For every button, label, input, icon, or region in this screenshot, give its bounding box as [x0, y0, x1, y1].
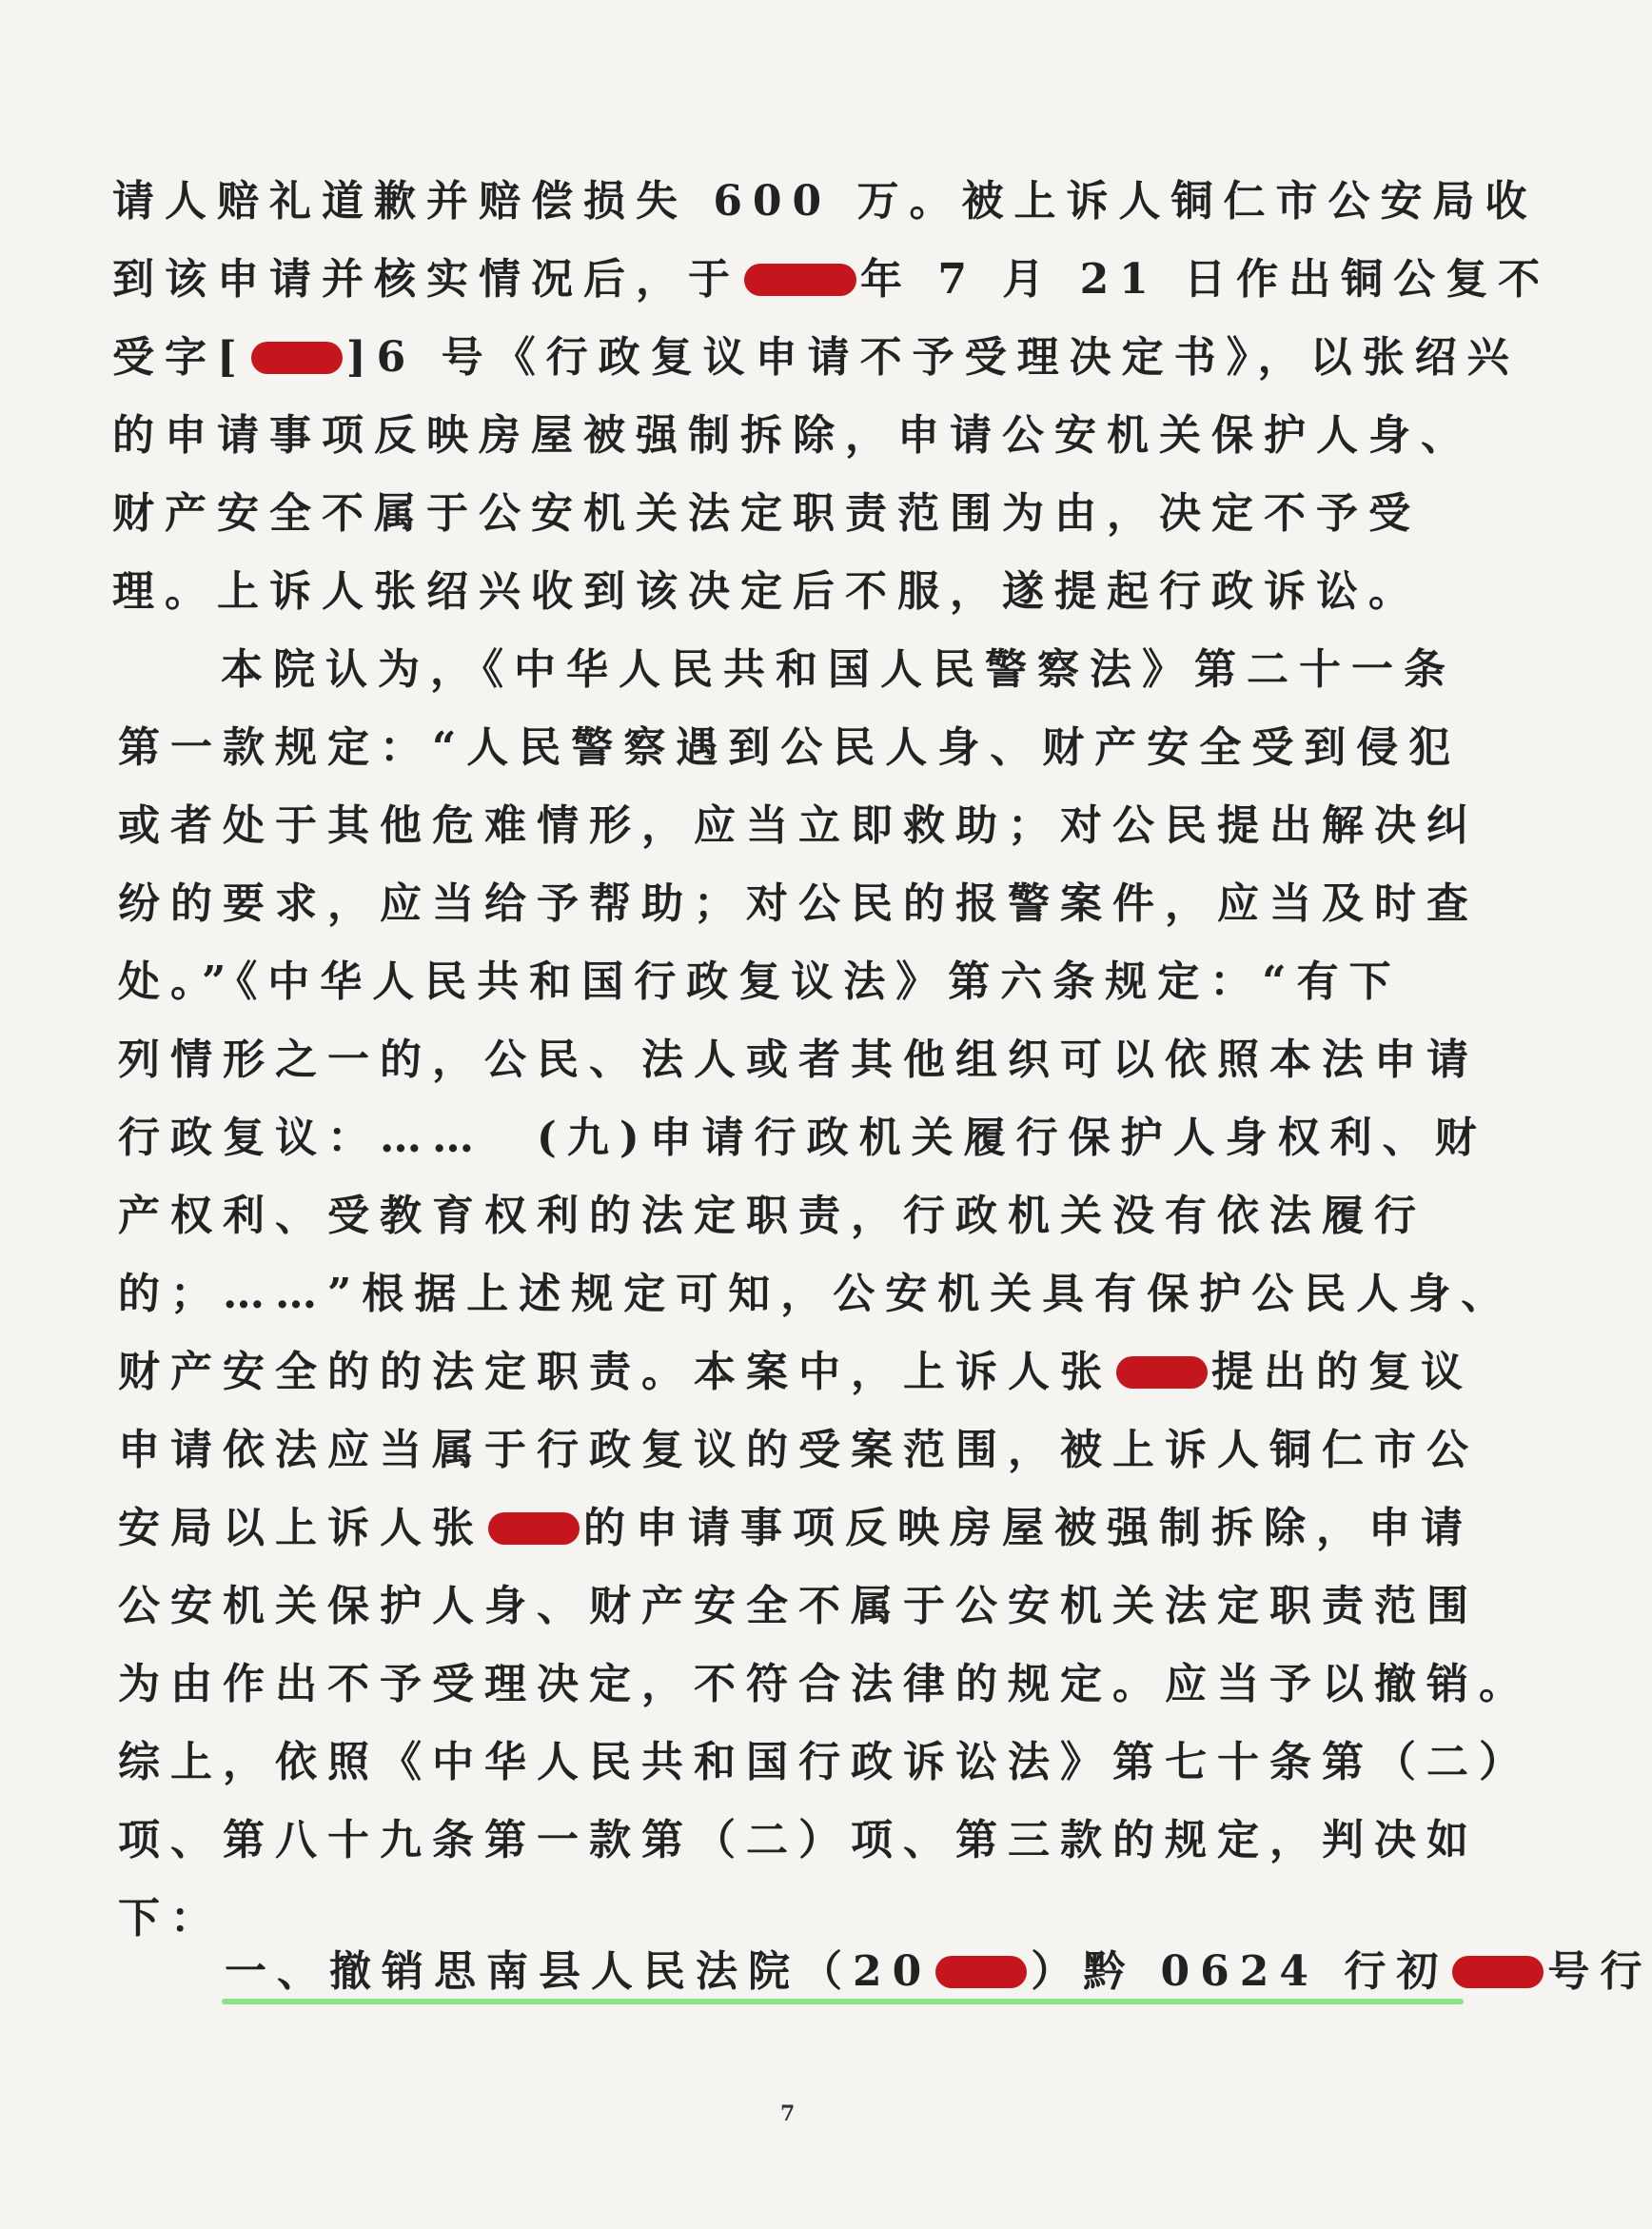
judgment-item-1: 一、撤销思南县人民法院（20 ）黔 0624 行初 号行 — [225, 1947, 1652, 1996]
text-line: 综上，依照《中华人民共和国行政诉讼法》第七十条第（二） — [118, 1738, 1531, 1786]
paragraph-start: 本院认为，《中华人民共和国人民警察法》第二十一条 — [221, 645, 1456, 694]
text-line: 为由作出不予受理决定，不符合法律的规定。应当予以撤销。 — [118, 1660, 1531, 1708]
text-line: 请人赔礼道歉并赔偿损失 600 万。被上诉人铜仁市公安局收 — [112, 177, 1538, 226]
text-line: 行政复议：…… (九)申请行政机关履行保护人身权利、财 — [118, 1114, 1487, 1162]
text-line: 项、第八十九条第一款第（二）项、第三款的规定，判决如 — [118, 1816, 1479, 1864]
text-line: 纷的要求，应当给予帮助；对公民的报警案件，应当及时查 — [118, 879, 1479, 928]
text-line: 的申请事项反映房屋被强制拆除，申请公安机关保护人身、 — [112, 411, 1473, 460]
redaction-mark — [1116, 1356, 1208, 1389]
redaction-mark — [935, 1956, 1027, 1988]
text-line: 第一款规定：“人民警察遇到公民人身、财产安全受到侵犯 — [118, 723, 1462, 772]
text-line: 受字[ ]6 号《行政复议申请不予受理决定书》，以张绍兴 — [112, 333, 1520, 382]
text-line: 财产安全不属于公安机关法定职责范围为由，决定不予受 — [112, 489, 1421, 538]
text-line: 财产安全的的法定职责。本案中，上诉人张 提出的复议 — [118, 1348, 1473, 1396]
text-line: 安局以上诉人张 的申请事项反映房屋被强制拆除，申请 — [118, 1504, 1473, 1552]
text-line: 申请依法应当属于行政复议的受案范围，被上诉人铜仁市公 — [118, 1426, 1479, 1474]
text-line: 理。上诉人张绍兴收到该决定后不服，遂提起行政诉讼。 — [112, 567, 1421, 616]
text-line: 产权利、受教育权利的法定职责，行政机关没有依法履行 — [118, 1192, 1426, 1240]
redaction-mark — [1452, 1956, 1544, 1988]
text-line: 下： — [118, 1894, 223, 1943]
redaction-mark — [488, 1512, 580, 1545]
text-line: 或者处于其他危难情形，应当立即救助；对公民提出解决纠 — [118, 801, 1479, 850]
page-number: 7 — [780, 2101, 796, 2126]
text-line: 公安机关保护人身、财产安全不属于公安机关法定职责范围 — [118, 1582, 1479, 1630]
highlight-underline — [222, 1999, 1464, 2004]
text-line: 处。”《中华人民共和国行政复议法》第六条规定：“有下 — [118, 957, 1402, 1006]
redaction-mark — [251, 342, 343, 374]
text-line: 的；……”根据上述规定可知，公安机关具有保护公民人身、 — [118, 1270, 1514, 1318]
redaction-mark — [744, 264, 856, 296]
text-line: 列情形之一的，公民、法人或者其他组织可以依照本法申请 — [118, 1036, 1479, 1084]
text-line: 到该申请并核实情况后，于 年 7 月 21 日作出铜公复不 — [112, 255, 1551, 304]
